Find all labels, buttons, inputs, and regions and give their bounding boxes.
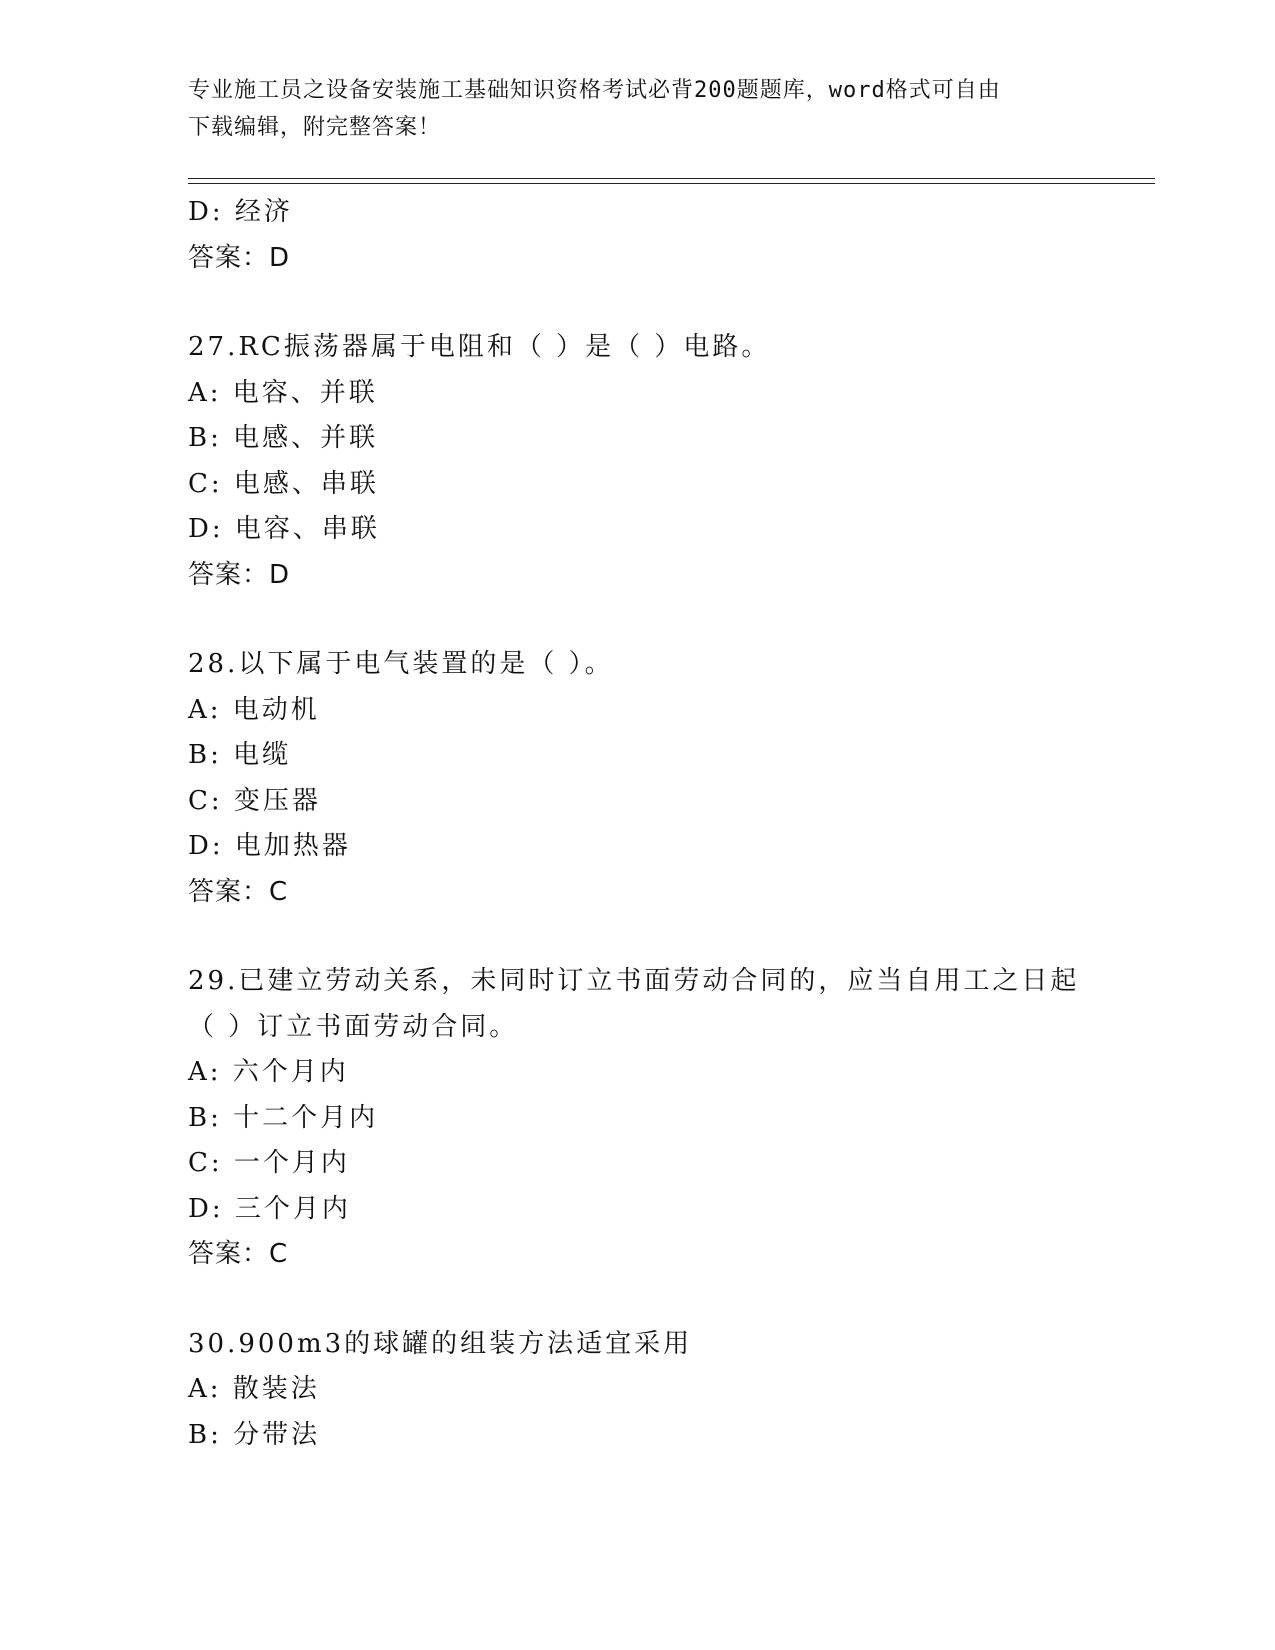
answer: 答案：D <box>188 242 291 273</box>
question-stem: 27.RC振荡器属于电阻和（ ）是（ ）电路。 <box>188 332 771 362</box>
header-line-1: 专业施工员之设备安装施工基础知识资格考试必背200题题库，word格式可自由 <box>188 78 1001 103</box>
option-b: B: 十二个月内 <box>188 1102 379 1133</box>
answer: 答案：C <box>188 1239 289 1269</box>
option-b: B: 电缆 <box>188 740 292 770</box>
question-stem-line-2: （ ）订立书面劳动合同。 <box>188 1011 519 1042</box>
question-stem-line-1: 29.已建立劳动关系，未同时订立书面劳动合同的，应当自用工之日起 <box>188 966 1080 996</box>
question-27 <box>188 325 1088 598</box>
option-d: D: 经济 <box>188 197 293 227</box>
question-29 <box>188 959 1088 1278</box>
option-c: C: 电感、串联 <box>188 468 379 499</box>
question-28 <box>188 642 1088 915</box>
document-header <box>188 72 1088 146</box>
question-30 <box>188 1322 1088 1459</box>
answer: 答案：C <box>188 876 289 907</box>
option-d: D: 电容、串联 <box>188 514 380 544</box>
option-b: B: 分带法 <box>188 1419 321 1450</box>
question-stem: 28.以下属于电气装置的是（ ）。 <box>188 649 614 679</box>
header-line-2: 下载编辑，附完整答案！ <box>188 115 442 140</box>
option-a: A: 散装法 <box>188 1374 320 1404</box>
option-b: B: 电感、并联 <box>188 423 379 453</box>
option-d: D: 电加热器 <box>188 831 351 861</box>
option-d: D: 三个月内 <box>188 1193 351 1224</box>
header-divider-top <box>188 178 1155 179</box>
question-list <box>188 190 1088 1458</box>
header-divider-bottom <box>188 183 1155 184</box>
question-26-tail <box>188 190 1088 281</box>
option-a: A: 电动机 <box>188 694 320 725</box>
option-c: C: 一个月内 <box>188 1148 350 1178</box>
option-c: C: 变压器 <box>188 785 321 816</box>
option-a: A: 六个月内 <box>188 1057 349 1087</box>
answer: 答案：D <box>188 559 291 590</box>
option-a: A: 电容、并联 <box>188 377 378 408</box>
question-stem: 30.900m3的球罐的组装方法适宜采用 <box>188 1328 693 1359</box>
